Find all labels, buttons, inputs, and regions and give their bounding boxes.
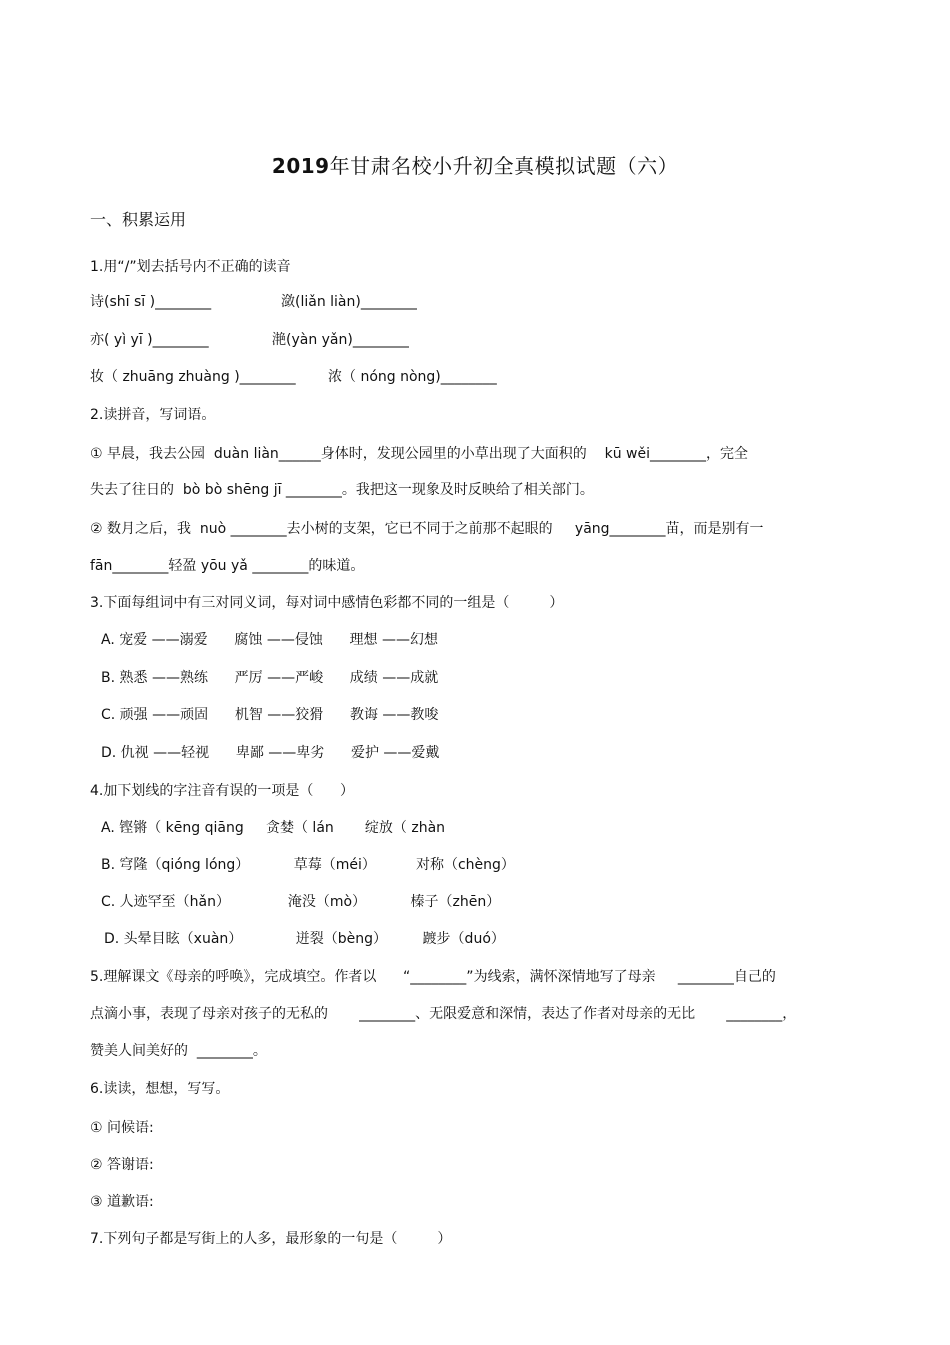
q4-option-c: C. 人迹罕至（hǎn） 淹没（mò） 榛子（zhēn） <box>101 894 501 910</box>
q2-line-3: ② 数月之后，我 nuò ________去小树的支架，它已不同于之前那不起眼的 yāng________苗，而是别有一 <box>90 521 764 537</box>
q1-item-1a: 诗(shī sī )________ <box>90 294 212 310</box>
q3-option-c: C. 顽强 ——顽固 机智 ——狡猾 教诲 ——教唆 <box>101 707 439 723</box>
q5-line-3: 赞美人间美好的 ________。 <box>90 1043 267 1059</box>
q2-line-1: ① 早晨，我去公园 duàn liàn______身体时，发现公园里的小草出现了大面积的 kū wěi________，完全 <box>90 446 748 462</box>
q4-prompt: 4.加下划线的字注音有误的一项是（ ） <box>90 783 355 799</box>
title-year: 2019 <box>271 154 330 178</box>
page-title <box>0 150 950 179</box>
q1-item-2a: 亦( yì yī )________ <box>90 332 209 348</box>
q4-option-b: B. 穹隆（qióng lóng） 草莓（méi） 对称（chèng） <box>101 857 515 873</box>
q1-item-3b: 浓（ nóng nòng)________ <box>328 369 497 385</box>
q1-item-3a: 妆（ zhuāng zhuàng )________ <box>90 369 296 385</box>
q4-option-d: D. 头晕目眩（xuàn） 迸裂（bèng） 踱步（duó） <box>104 931 505 947</box>
q3-option-d: D. 仇视 ——轻视 卑鄙 ——卑劣 爱护 ——爱戴 <box>101 745 440 761</box>
q6-item-apology: ③ 道歉语: <box>90 1194 154 1210</box>
q5-line-2: 点滴小事，表现了母亲对孩子的无私的 ________、无限爱意和深情，表达了作者对母亲的无比 ________， <box>90 1006 797 1022</box>
q6-item-greeting: ① 问候语: <box>90 1120 154 1136</box>
q1-prompt: 1.用“/”划去括号内不正确的读音 <box>90 259 291 275</box>
q1-item-2b: 滟(yàn yǎn)________ <box>272 332 409 348</box>
q6-item-thanks: ② 答谢语: <box>90 1157 154 1173</box>
q5-line-1: 5.理解课文《母亲的呼唤》，完成填空。作者以 “________”为线索，满怀深情地写了母亲 ________自己的 <box>90 969 776 985</box>
q1-item-1b: 潋(liǎn liàn)________ <box>281 294 417 310</box>
q3-option-b: B. 熟悉 ——熟练 严厉 ——严峻 成绩 ——成就 <box>101 670 439 686</box>
q2-prompt: 2.读拼音，写词语。 <box>90 407 216 423</box>
section-heading: 一、积累运用 <box>90 210 187 229</box>
q2-line-4: fān________轻盈 yōu yǎ ________的味道。 <box>90 558 365 574</box>
q3-prompt: 3.下面每组词中有三对同义词，每对词中感情色彩都不同的一组是（ ） <box>90 595 564 611</box>
title-text: 年甘肃名校小升初全真模拟试题（六） <box>329 154 679 178</box>
q7-prompt: 7.下列句子都是写街上的人多，最形象的一句是（ ） <box>90 1231 452 1247</box>
q3-option-a: A. 宠爱 ——溺爱 腐蚀 ——侵蚀 理想 ——幻想 <box>101 632 438 648</box>
q2-line-2: 失去了往日的 bò bò shēng jī ________。我把这一现象及时反映给了相关部门。 <box>90 482 594 498</box>
q4-option-a: A. 铿锵（ kēng qiāng 贪婪（ lán 绽放（ zhàn <box>101 820 446 836</box>
q6-prompt: 6.读读，想想，写写。 <box>90 1081 230 1097</box>
